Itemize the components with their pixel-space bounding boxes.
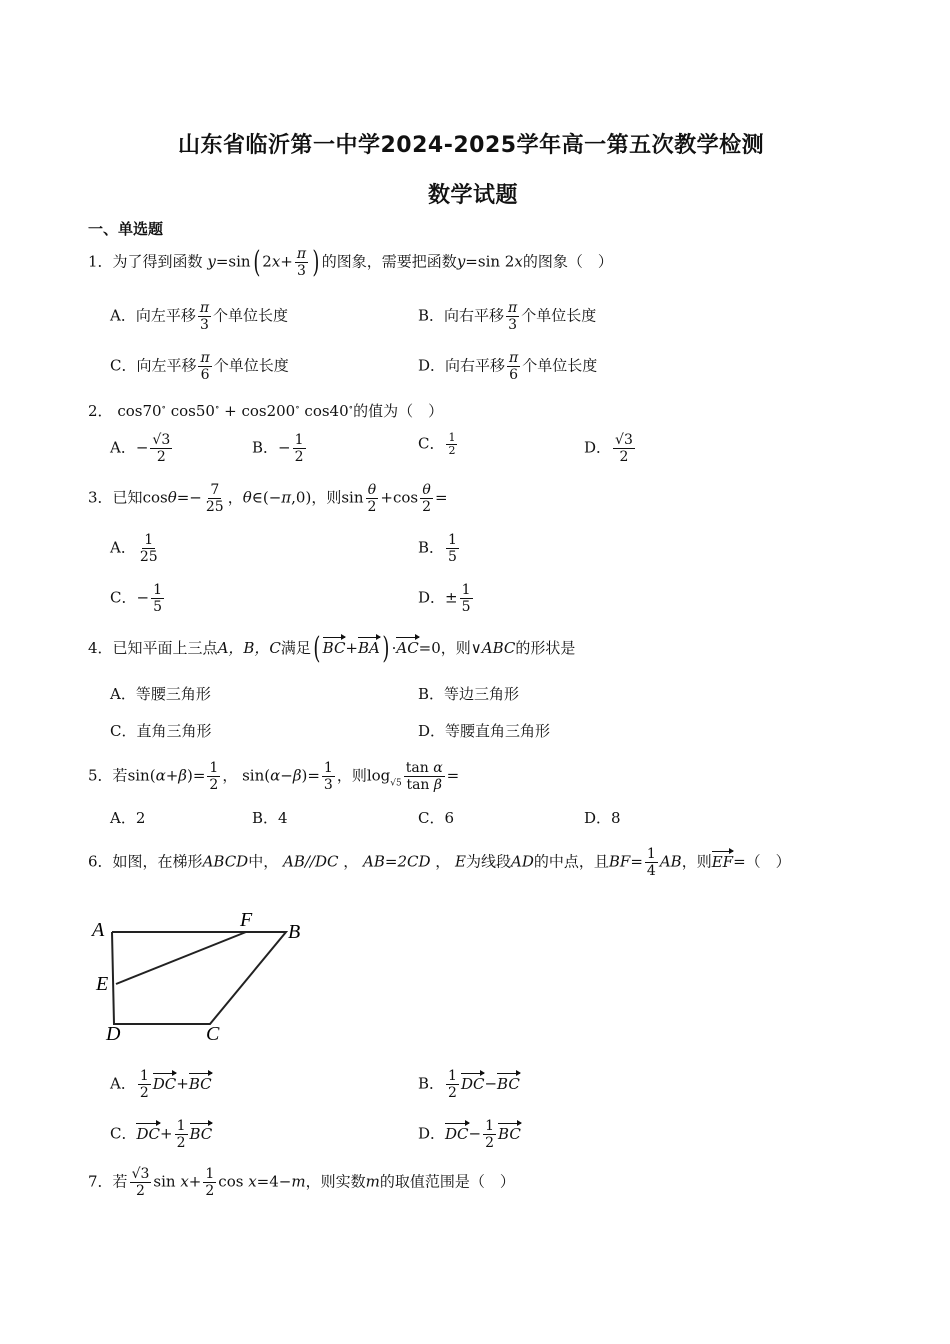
label-c: C bbox=[206, 1023, 220, 1045]
q2-option-a[interactable]: A．− $\frac{√3}{2}$ bbox=[110, 432, 171, 465]
question-2: 2． cos70∘ cos50∘ + cos200∘ cos40∘的值为（ ） bbox=[88, 402, 444, 420]
q6-option-b[interactable]: B． $\frac{1}{2}$ DC−BC bbox=[418, 1068, 520, 1101]
q4-option-a[interactable]: A．等腰三角形 bbox=[110, 685, 211, 703]
q3-option-a[interactable]: A． $\frac{1}{25}$ bbox=[110, 532, 158, 565]
question-5: 5．若sin(α+β)= $\frac{1}{2}$ ， sin(α−β)= $\frac{1}{3}$ ，则$\log_{√5}$ $\frac{\text{tan α}}{\text{tan β}}$ = bbox=[88, 760, 460, 793]
q1-option-a[interactable]: A．向左平移 $\frac{\pi}{3}$ 个单位长度 bbox=[110, 300, 289, 333]
q2-option-c[interactable]: C． $\frac{1}{2}$ bbox=[418, 431, 456, 457]
q3-option-b[interactable]: B． $\frac{1}{5}$ bbox=[418, 532, 457, 565]
q5-option-c[interactable]: C．6 bbox=[418, 809, 455, 827]
q4-option-c[interactable]: C．直角三角形 bbox=[110, 722, 212, 740]
q5-option-a[interactable]: A．2 bbox=[110, 809, 146, 827]
q3-option-d[interactable]: D．± $\frac{1}{5}$ bbox=[418, 582, 471, 615]
question-3: 3．已知cosθ=− $\frac{7}{25}$ ，θ∈(−π,0)，则sin $\frac{\theta}{2}$ +cos $\frac{\theta}{2}$ = bbox=[88, 482, 448, 515]
trapezoid-figure bbox=[88, 906, 318, 1046]
page-title: 山东省临沂第一中学2024-2025学年高一第五次教学检测 bbox=[178, 133, 765, 158]
q6-option-d[interactable]: D．DC− $\frac{1}{2}$ BC bbox=[418, 1118, 521, 1151]
label-e: E bbox=[96, 973, 109, 995]
segment-ef bbox=[116, 932, 246, 984]
label-a: A bbox=[92, 919, 105, 941]
question-4: 4．已知平面上三点A，B，C满足( BC+BA) ·AC=0，则∨ABC的形状是 bbox=[88, 631, 576, 666]
q4-option-b[interactable]: B．等边三角形 bbox=[418, 685, 520, 703]
page-subtitle: 数学试题 bbox=[428, 183, 519, 208]
label-b: B bbox=[288, 921, 301, 943]
q5-option-b[interactable]: B．4 bbox=[252, 809, 288, 827]
q5-option-d[interactable]: D．8 bbox=[584, 809, 621, 827]
q2-option-d[interactable]: D． $\frac{√3}{2}$ bbox=[584, 432, 633, 465]
q4-option-d[interactable]: D．等腰直角三角形 bbox=[418, 722, 551, 740]
q6-option-c[interactable]: C．DC+ $\frac{1}{2}$ BC bbox=[110, 1118, 213, 1151]
label-f: F bbox=[240, 909, 253, 931]
label-d: D bbox=[106, 1023, 121, 1045]
q1-option-c[interactable]: C．向左平移 $\frac{\pi}{6}$ 个单位长度 bbox=[110, 350, 289, 383]
question-1: 1．为了得到函数 y=sin( 2x+ $\frac{\pi}{3}$ ) 的图象，需要把函数y=sin 2x的图象（ ） bbox=[88, 244, 613, 280]
question-7: 7．若 $\frac{√3}{2}$ sin x+ $\frac{1}{2}$ cos x=4−m，则实数m的取值范围是（ ） bbox=[88, 1166, 515, 1199]
trapezoid-outline bbox=[112, 932, 286, 1024]
question-6: 6．如图，在梯形ABCD中， AB//DC ， AB=2CD ， E为线段AD的中点，且BF= $\frac{1}{4}$ AB，则EF=（ ） bbox=[88, 846, 791, 879]
q1-option-b[interactable]: B．向右平移 $\frac{\pi}{3}$ 个单位长度 bbox=[418, 300, 597, 333]
q1-option-d[interactable]: D．向右平移 $\frac{\pi}{6}$ 个单位长度 bbox=[418, 350, 598, 383]
q3-option-c[interactable]: C．− $\frac{1}{5}$ bbox=[110, 582, 162, 615]
section-heading: 一、单选题 bbox=[88, 220, 164, 238]
q2-option-b[interactable]: B．− $\frac{1}{2}$ bbox=[252, 432, 304, 465]
q6-option-a[interactable]: A． $\frac{1}{2}$ DC+BC bbox=[110, 1068, 212, 1101]
